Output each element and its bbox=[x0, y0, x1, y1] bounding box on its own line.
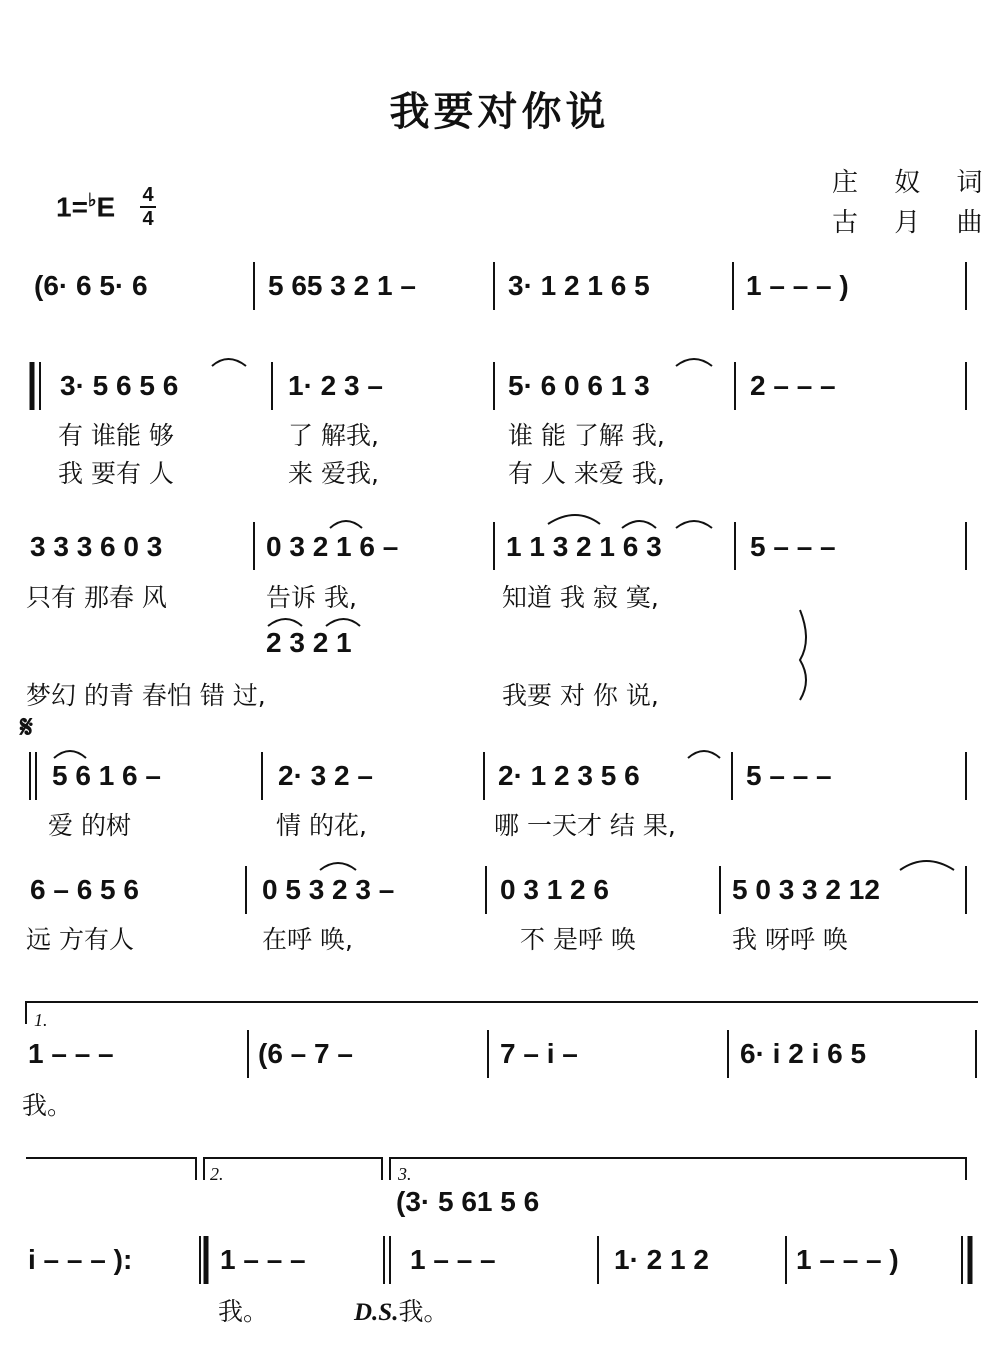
variant-notes-r7: (3· 5 61 5 6 bbox=[396, 1186, 540, 1217]
measure-r7-m5: 1 – – – ) bbox=[796, 1244, 899, 1275]
lyric-r5-d: 我 呀呼 唤 bbox=[732, 925, 848, 954]
lyric-r2-l2-b: 来 爱我, bbox=[288, 459, 379, 488]
slur bbox=[548, 515, 600, 524]
measure-r5-m2: 0 5 3 2 3 – bbox=[262, 874, 395, 905]
measure-r4-m1: 5 6 1 6 – bbox=[52, 760, 161, 791]
slur bbox=[900, 861, 954, 870]
measure-r1-m2: 5 65 3 2 1 – bbox=[268, 270, 416, 301]
volta-3-label: 3. bbox=[398, 1164, 412, 1184]
volta-2-label: 2. bbox=[210, 1164, 224, 1184]
flat-sign: ♭ bbox=[87, 190, 97, 210]
slur bbox=[320, 863, 356, 870]
lyric-r5-a: 远 方有人 bbox=[26, 925, 134, 954]
time-beats: 4 bbox=[142, 184, 154, 206]
lyricist-credit: 庄 奴 词 bbox=[832, 168, 997, 198]
slur bbox=[622, 521, 656, 528]
slur bbox=[676, 521, 712, 528]
ds-lyric: 我。 bbox=[398, 1297, 449, 1326]
lyric-r4-b: 情 的花, bbox=[276, 811, 367, 840]
page-title: 我要对你说 bbox=[389, 89, 610, 135]
lyric-r2-l2-c: 有 人 来爱 我, bbox=[508, 459, 665, 488]
measure-r5-m3: 0 3 1 2 6 bbox=[500, 874, 609, 905]
measure-r1-m1: (6· 6 5· 6 bbox=[34, 270, 148, 301]
lyric-r2-l1-b: 了 解我, bbox=[288, 421, 379, 450]
measure-r7-m2: 1 – – – bbox=[220, 1244, 306, 1275]
time-unit: 4 bbox=[142, 208, 154, 230]
key-prefix: 1= bbox=[56, 191, 88, 223]
measure-r2-m2: 1· 2 3 – bbox=[288, 370, 383, 401]
measure-r3-m2: 0 3 2 1 6 – bbox=[266, 531, 399, 562]
measure-r6-m3: 7 – i – bbox=[500, 1038, 578, 1069]
brace bbox=[800, 610, 806, 700]
measure-r2-m3: 5· 6 0 6 1 3 bbox=[508, 370, 650, 401]
slur bbox=[676, 359, 712, 366]
measure-r1-m4: 1 – – – ) bbox=[746, 270, 849, 301]
slur bbox=[54, 751, 86, 758]
key-note: E bbox=[96, 191, 116, 223]
variant-notes-r3: 2 3 2 1 bbox=[266, 627, 352, 658]
segno-sign: 𝄋 bbox=[20, 710, 33, 745]
measure-r6-m2: (6 – 7 – bbox=[258, 1038, 353, 1069]
measure-r7-m4: 1· 2 1 2 bbox=[614, 1244, 709, 1275]
lyric-r4-c: 哪 一天才 结 果, bbox=[494, 811, 676, 840]
measure-r3-m4: 5 – – – bbox=[750, 531, 836, 562]
measure-r4-m3: 2· 1 2 3 5 6 bbox=[498, 760, 640, 791]
slur bbox=[326, 619, 360, 626]
measure-r6-m1: 1 – – – bbox=[28, 1038, 114, 1069]
lyric-r5-b: 在呼 唤, bbox=[262, 925, 353, 954]
measure-r3-m3: 1 1 3 2 1 6 3 bbox=[506, 531, 662, 562]
lyric-r3-l1-a: 只有 那春 风 bbox=[26, 583, 167, 612]
measure-r4-m2: 2· 3 2 – bbox=[278, 760, 373, 791]
measure-r5-m4: 5 0 3 3 2 12 bbox=[732, 874, 880, 905]
ds-label: D.S. bbox=[354, 1299, 399, 1326]
lyric-r3-l1-b: 告诉 我, bbox=[266, 583, 357, 612]
measure-r5-m1: 6 – 6 5 6 bbox=[30, 874, 139, 905]
lyric-r7-a: 我。 bbox=[218, 1297, 269, 1326]
measure-r1-m3: 3· 1 2 1 6 5 bbox=[508, 270, 650, 301]
volta-3-bracket bbox=[390, 1158, 966, 1180]
measure-r7-m3: 1 – – – bbox=[410, 1244, 496, 1275]
volta-1-continuation bbox=[26, 1158, 196, 1180]
lyric-r2-l1-a: 有 谁能 够 bbox=[58, 421, 174, 450]
volta-2-bracket bbox=[204, 1158, 382, 1180]
lyric-r5-c: 不 是呼 唤 bbox=[520, 925, 636, 954]
lyric-r2-l1-c: 谁 能 了解 我, bbox=[508, 421, 665, 450]
volta-1-label: 1. bbox=[34, 1010, 48, 1030]
lyric-r2-l2-a: 我 要有 人 bbox=[58, 459, 174, 488]
slur bbox=[688, 751, 720, 758]
measure-r4-m4: 5 – – – bbox=[746, 760, 832, 791]
measure-r3-m1: 3 3 3 6 0 3 bbox=[30, 531, 163, 562]
lyric-r6-a: 我。 bbox=[22, 1091, 73, 1120]
lyric-r3-l1-c: 知道 我 寂 寞, bbox=[502, 583, 659, 612]
measure-r2-m4: 2 – – – bbox=[750, 370, 836, 401]
composer-credit: 古 月 曲 bbox=[832, 208, 997, 238]
lyric-r3-l2-a: 梦幻 的青 春怕 错 过, bbox=[26, 681, 266, 710]
measure-r6-m4: 6· i 2 i 6 5 bbox=[740, 1038, 867, 1069]
lyric-r3-l2-b: 我要 对 你 说, bbox=[502, 681, 659, 710]
lyric-r4-a: 爱 的树 bbox=[48, 811, 131, 840]
measure-r7-m1: i – – – ): bbox=[28, 1244, 133, 1275]
slur bbox=[212, 359, 246, 366]
measure-r2-m1: 3· 5 6 5 6 bbox=[60, 370, 179, 401]
slur bbox=[330, 521, 362, 528]
volta-1-bracket bbox=[26, 1002, 978, 1024]
slur bbox=[268, 619, 302, 626]
